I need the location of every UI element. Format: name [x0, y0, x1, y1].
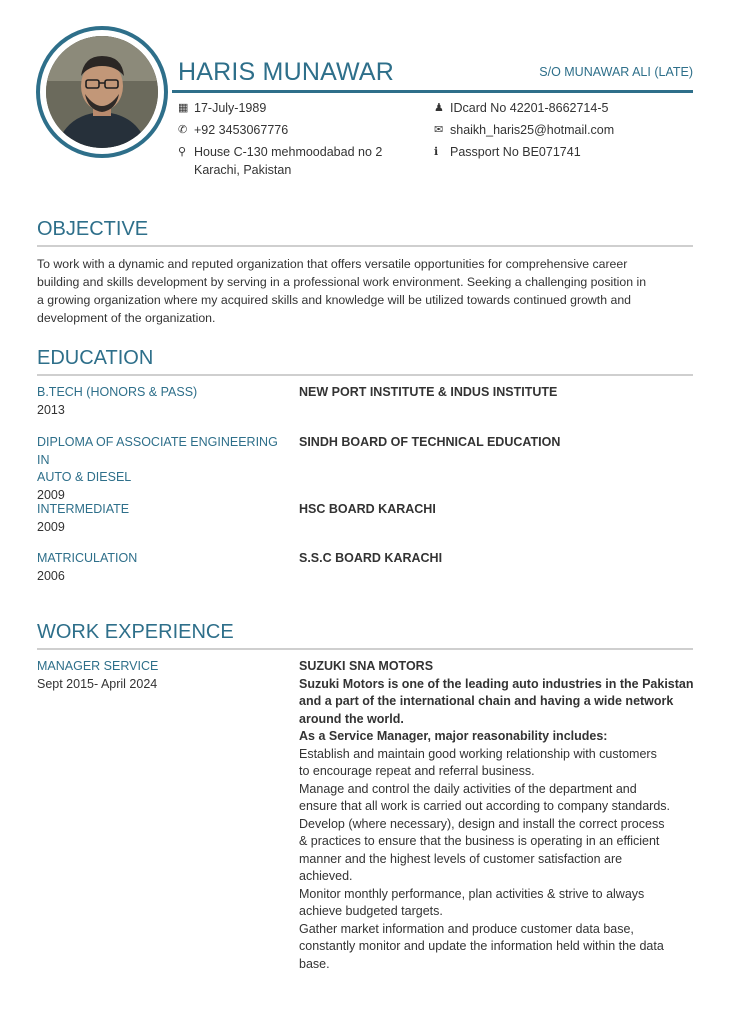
- phone-icon: ✆: [178, 124, 188, 136]
- calendar-icon: ▦: [178, 102, 189, 114]
- birth-date: ▦ 17-July-1989: [178, 101, 267, 115]
- info-icon: ℹ: [434, 146, 439, 158]
- work-experience-divider: [37, 648, 693, 650]
- email-address: ✉ shaikh_haris25@hotmail.com: [434, 123, 615, 137]
- work-role: MANAGER SERVICE Sept 2015- April 2024: [37, 658, 292, 693]
- education-heading: EDUCATION: [37, 347, 154, 369]
- email-icon: ✉: [434, 124, 444, 136]
- education-institute: NEW PORT INSTITUTE & INDUS INSTITUTE: [299, 385, 558, 399]
- id-card-number: ♟ IDcard No 42201-8662714-5: [434, 101, 609, 115]
- passport-number: ℹ Passport No BE071741: [434, 145, 581, 159]
- education-year: 2006: [37, 568, 65, 583]
- profile-photo: [46, 36, 158, 148]
- address: ⚲ House C-130 mehmoodabad no 2 Karachi, Pakistan: [178, 145, 383, 177]
- objective-text: To work with a dynamic and reputed organization that offers versatile opportunities for comprehensive career building and skills development by serving in a professional work environment. Seeking a challenging position in a growing organization where my acquired skills and knowledge will be utilized towards continued growth and development of the organization.: [37, 257, 647, 325]
- location-icon: ⚲: [178, 146, 187, 158]
- education-degree: DIPLOMA OF ASSOCIATE ENGINEERING IN AUTO & DIESEL 2009: [37, 434, 292, 504]
- company-name: SUZUKI SNA MOTORS: [299, 659, 434, 673]
- education-institute: S.S.C BOARD KARACHI: [299, 551, 443, 565]
- header-divider: [172, 90, 693, 93]
- education-year: 2009: [37, 519, 65, 534]
- work-experience-heading: WORK EXPERIENCE: [37, 621, 234, 643]
- education-degree: MATRICULATION 2006: [37, 550, 292, 585]
- phone-number: ✆ +92 3453067776: [178, 123, 289, 137]
- profile-photo-frame: [36, 26, 168, 158]
- portrait-image: [46, 36, 158, 148]
- parent-name: S/O MUNAWAR ALI (LATE): [539, 65, 693, 79]
- education-divider: [37, 374, 693, 376]
- candidate-name: HARIS MUNAWAR: [178, 58, 395, 86]
- education-institute: HSC BOARD KARACHI: [299, 502, 436, 516]
- user-icon: ♟: [434, 102, 444, 114]
- education-institute: SINDH BOARD OF TECHNICAL EDUCATION: [299, 435, 561, 449]
- education-year: 2009: [37, 487, 65, 502]
- work-period: Sept 2015- April 2024: [37, 676, 158, 691]
- work-details: SUZUKI SNA MOTORS Suzuki Motors is one of the leading auto industries in the Pakistan and a part of the international chain and having a wide network around the world. As a Service Manager, major reasonability includes: Establish and maintain good working relationship with customers to encourage repeat and referral business. Manage and control the daily activities of the department and ensure that all work is carried out according to company standards. Develop (where necessary), design and install the correct process & practices to ensure that the business is operating in an efficient manner and the highest levels of customer satisfaction are achieved. Monitor monthly performance, plan activities & strive to always achieve budgeted targets. Gather market information and produce customer data base, constantly monitor and update the information held within the data base.: [299, 659, 694, 971]
- objective-divider: [37, 245, 693, 247]
- objective-heading: OBJECTIVE: [37, 218, 149, 240]
- education-degree: INTERMEDIATE 2009: [37, 501, 292, 536]
- education-degree: B.TECH (HONORS & PASS) 2013: [37, 384, 292, 419]
- education-year: 2013: [37, 402, 65, 417]
